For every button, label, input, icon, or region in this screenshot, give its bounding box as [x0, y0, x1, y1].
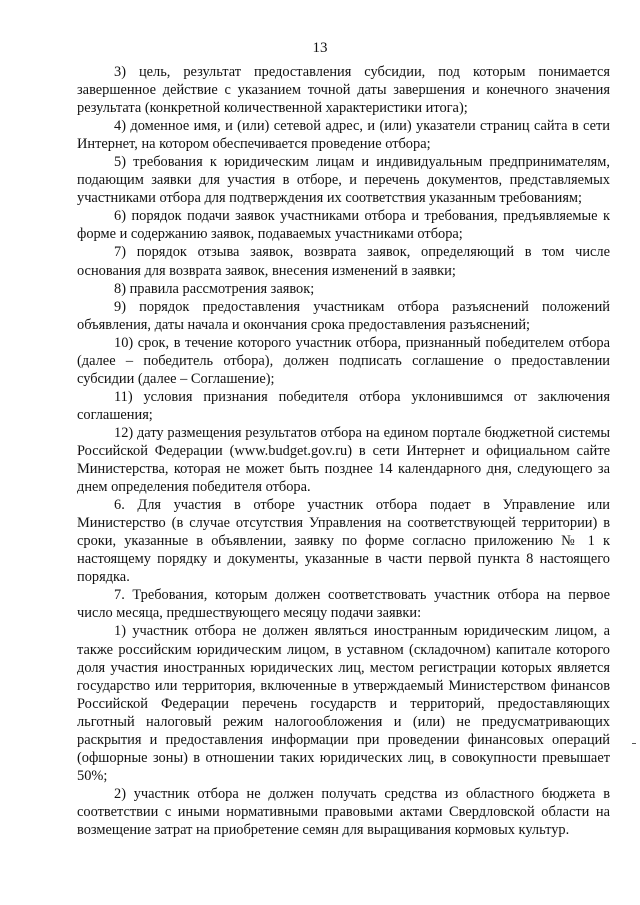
paragraph-item-5: 5) требования к юридическим лицам и индивидуальным предпринимателям, подающим заявки для участия в отборе, и перечень документов, представляемых участниками отбора для подтверждения их соответствия указанным требованиям; [77, 154, 610, 207]
paragraph-requirement-2: 2) участник отбора не должен получать средства из областного бюджета в соответствии с иными нормативными правовыми актами Свердловской области на возмещение затрат на приобретение семян для выращивания кормовых культур. [77, 785, 610, 838]
paragraph-section-7: 7. Требования, которым должен соответствовать участник отбора на первое число месяца, предшествующего месяцу подачи заявки: [77, 587, 610, 622]
page-number: 13 [312, 40, 328, 56]
paragraph-item-11: 11) условия признания победителя отбора уклонившимся от заключения соглашения; [77, 388, 610, 423]
paragraph-requirement-1: 1) участник отбора не должен являться иностранным юридическим лицом, а также российским юридическим лицом, в уставном (складочном) капитале которого доля участия иностранных юридических лиц, местом регистрации которых является государство или территория, включенные в утверждаемый Министерством финансов Российской Федерации перечень государств и территорий, предоставляющих льготный налоговый режим налогообложения и (или) не предусматривающих раскрытия и предоставления информации при проведении финансовых операций (офшорные зоны) в отношении таких юридических лиц, в совокупности превышает 50%; [77, 623, 610, 784]
document-body [77, 63, 610, 839]
paragraph-item-9: 9) порядок предоставления участникам отбора разъяснений положений объявления, даты начала и окончания срока предоставления разъяснений; [77, 298, 610, 333]
paragraph-item-7: 7) порядок отзыва заявок, возврата заявок, определяющий в том числе основания для возврата заявок, внесения изменений в заявки; [77, 244, 610, 279]
paragraph-section-6: 6. Для участия в отборе участник отбора подает в Управление или Министерство (в случае отсутствия Управления на соответствующей территории) в сроки, указанные в объявлении, заявку по форме согласно приложению № 1 к настоящему порядку и документы, указанные в части первой пункта 8 настоящего порядка. [77, 497, 610, 586]
paragraph-item-4: 4) доменное имя, и (или) сетевой адрес, и (или) указатели страниц сайта в сети Интернет, на котором обеспечивается проведение отбора; [77, 118, 610, 153]
paragraph-item-3: 3) цель, результат предоставления субсидии, под которым понимается завершенное действие с указанием точной даты завершения и конечного значения результата (конкретной количественной характеристики итога); [77, 64, 610, 117]
paragraph-item-10: 10) срок, в течение которого участник отбора, признанный победителем отбора (далее – победитель отбора), должен подписать соглашение о предоставлении субсидии (далее – Соглашение); [77, 334, 610, 387]
scan-margin-mark [632, 743, 636, 744]
paragraph-item-6: 6) порядок подачи заявок участниками отбора и требования, предъявляемые к форме и содержанию заявок, подаваемых участниками отбора; [77, 208, 610, 243]
paragraph-item-12: 12) дату размещения результатов отбора на едином портале бюджетной системы Российской Федерации (www.budget.gov.ru) в сети Интернет и официальном сайте Министерства, которая не может быть позднее 14 календарного дня, следующего за днем определения победителя отбора. [77, 424, 610, 496]
paragraph-item-8: 8) правила рассмотрения заявок; [114, 280, 315, 297]
